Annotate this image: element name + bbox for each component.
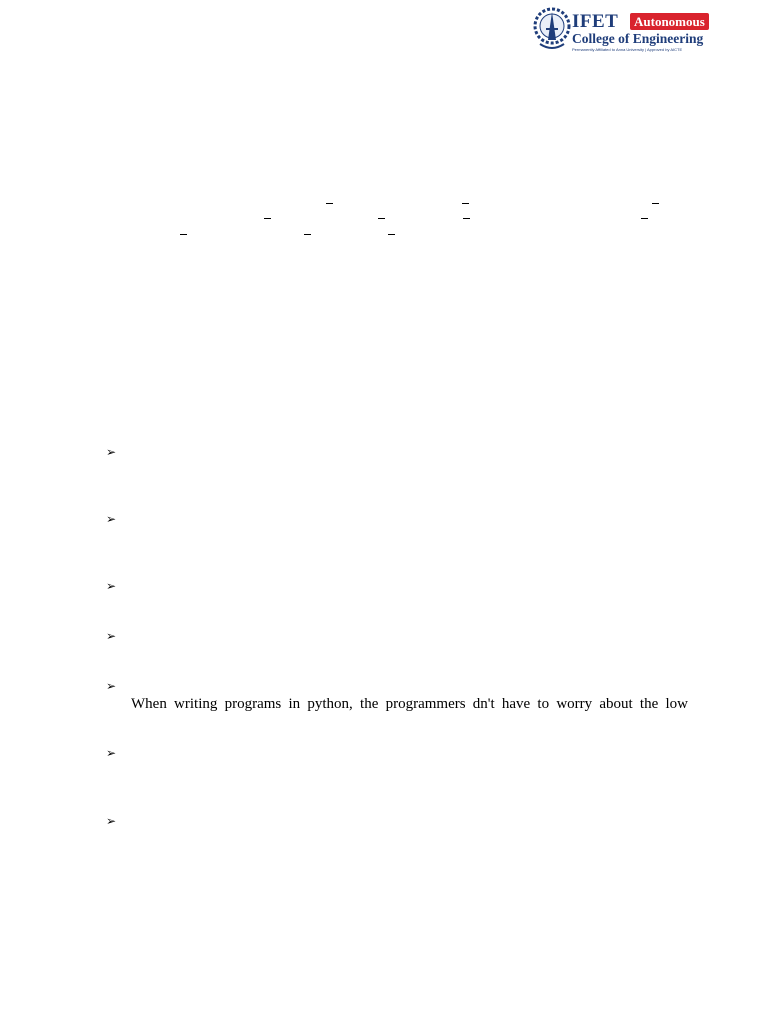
paragraph-line: When writing programs in python, the programmers dn't have to worry about the low [131, 696, 688, 712]
college-logo [532, 6, 722, 54]
dash-mark [641, 218, 648, 219]
dash-mark [326, 203, 333, 204]
logo-college-name: College of Engineering [572, 31, 704, 46]
logo-fine-print: Permanently Affiliated to Anna University | Approved by AICTE [572, 47, 683, 52]
dash-mark [388, 234, 395, 235]
bullet-arrow-icon: ➢ [106, 512, 117, 526]
bullet-arrow-icon: ➢ [106, 679, 117, 693]
gear-tower-emblem-icon [532, 6, 572, 54]
bullet-arrow-icon: ➢ [106, 814, 117, 828]
dash-mark [463, 218, 470, 219]
bullet-arrow-icon: ➢ [106, 746, 117, 760]
bullet-arrow-icon: ➢ [106, 629, 117, 643]
dash-mark [378, 218, 385, 219]
dash-mark [264, 218, 271, 219]
bullet-arrow-icon: ➢ [106, 579, 117, 593]
logo-autonomous-badge: Autonomous [630, 13, 709, 30]
dash-mark [180, 234, 187, 235]
logo-brand-text: IFET [572, 11, 619, 32]
dash-mark [462, 203, 469, 204]
bullet-arrow-icon: ➢ [106, 445, 117, 459]
dash-mark [652, 203, 659, 204]
dash-mark [304, 234, 311, 235]
